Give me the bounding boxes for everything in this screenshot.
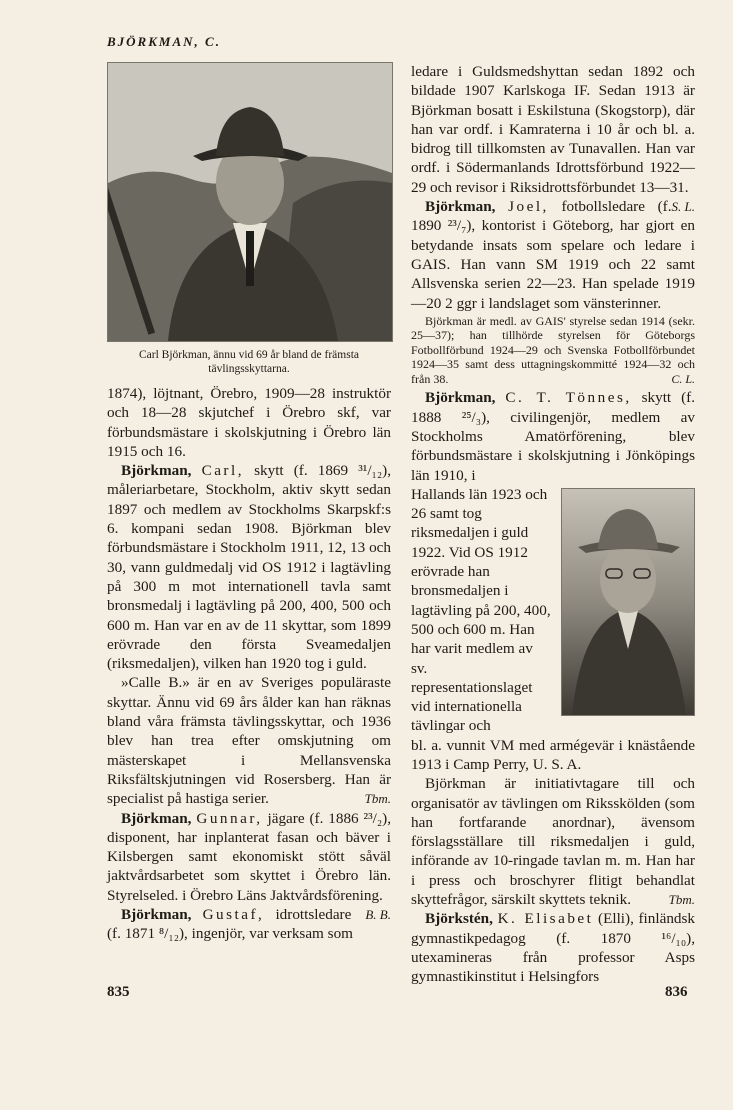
page-number-left: 835 bbox=[107, 984, 130, 1000]
entry-gustaf-firstname: Gustaf, bbox=[202, 906, 265, 924]
entry-elisabet bbox=[411, 909, 695, 986]
entry-tonnes bbox=[411, 388, 695, 484]
entry-gunnar-firstname: Gunnar, bbox=[196, 809, 263, 827]
tonnes-photo-wrap bbox=[411, 485, 695, 736]
entry-joel-firstname: Joel, bbox=[508, 198, 549, 216]
entry-tonnes-after: bl. a. vunnit VM med armégevär i knästående 1913 i Camp Perry, U. S. A. bbox=[411, 736, 695, 773]
signature: Tbm. bbox=[364, 791, 391, 807]
signature: B. B. bbox=[365, 907, 391, 923]
entry-gustaf-text: idrottsledare (f. 1871 ⁸/₁₂), ingenjör, var verksam som bbox=[107, 906, 353, 943]
right-column bbox=[411, 62, 695, 987]
signature: Tbm. bbox=[668, 892, 695, 908]
signature: C. L. bbox=[671, 371, 695, 386]
entry-carl-para2 bbox=[107, 673, 391, 808]
entry-gunnar-surname: Björkman, bbox=[121, 809, 192, 827]
signature: S. L. bbox=[671, 199, 695, 215]
entry-joel-surname: Björkman, bbox=[425, 198, 496, 216]
entry-gustaf-surname: Björkman, bbox=[121, 906, 192, 924]
entry-joel bbox=[411, 197, 695, 313]
entry-elisabet-surname: Björkstén, bbox=[425, 910, 493, 928]
entry-carl-surname: Björkman, bbox=[121, 462, 192, 480]
entry-joel-small bbox=[411, 314, 695, 387]
entry-tonnes-text2: Björkman är initiativtagare till och organisatör av tävlingen om Riksskölden (som han fortfarande anordnar), ävensom förslagsställare till riksmedaljen i guld, införande av 10-ringade tavlan m. m. Han har i press och broschyrer flitigt behandlat skyttefrågor, särskilt skyttets teknik. bbox=[411, 775, 695, 909]
left-column bbox=[107, 62, 391, 944]
entry-tonnes-wrap-text: Hallands län 1923 och 26 samt tog riksmedaljen i guld 1922. Vid OS 1912 erövrade han bronsmedaljen i lagtävling på 200, 400, 500 och 600 m. Han har varit medlem av sv. representationslaget vid internationella tävlingar och bbox=[411, 485, 551, 735]
entry-tonnes-wrap bbox=[411, 485, 551, 736]
entry-tonnes-text: skytt (f. 1888 ²⁵/₃), civilingenjör, medlem av Stockholms Amatörförening, blev förbundsmästare i skolskjutning i Jönköpings län 1910, i bbox=[411, 389, 695, 484]
portrait-photo-tonnes bbox=[561, 488, 695, 716]
entry-gunnar-text: jägare (f. 1886 ²³/₂), disponent, har inplanterat fasan och bäver i Kilsbergen samt ekonomiskt stött såväl jaktvårdsarbetet som skyttet i Örebro län. Styrelseled. i Örebro Läns Jaktvårdsförening. bbox=[107, 809, 392, 904]
page-number-right: 836 bbox=[665, 984, 688, 1000]
entry-tonnes-firstname: C. T. Tönnes, bbox=[505, 389, 632, 407]
entry-carl bbox=[107, 461, 391, 673]
entry-gustaf bbox=[107, 905, 391, 944]
entry-carl-text2: »Calle B.» är en av Sveriges populäraste skyttar. Ännu vid 69 års ålder kan han räknas bland våra främsta tävlingsskyttar, och 1936 blev han trea efter omskjutning om mästerskapet i Mellansvenska Riksfältskjutningen vid Rosersberg. Han är specialist på hastiga serier. bbox=[107, 674, 391, 808]
running-head: BJÖRKMAN, C. bbox=[107, 34, 221, 49]
portrait-photo-carl bbox=[107, 62, 393, 342]
photo-caption-carl: Carl Björkman, ännu vid 69 år bland de främsta tävlingsskyttarna. bbox=[138, 349, 360, 375]
entry-tonnes-surname: Björkman, bbox=[425, 389, 496, 407]
entry-elisabet-firstname: K. Elisabet bbox=[497, 910, 594, 928]
entry-carl-text: skytt (f. 1869 ³¹/₁₂), måleriarbetare, Stockholm, aktiv skytt sedan 1897 och medlem av Stockholms Skarpskf:s 6. kompani sedan 1908. Björkman blev förbundsmästare i Stockholm 1911, 12, 13 och 30, vann guldmedalj vid OS 1912 i lagtävling på 300 m mot internationell tavla samt bronsmedalj i lagtävling på 200, 400, 500 och 600 m. Han var en av de 11 skyttar, som 1899 erövrade den första Sveamedaljen (riksmedaljen), vilken han 1920 tog i guld. bbox=[107, 462, 391, 673]
entry-tonnes-para2 bbox=[411, 774, 695, 909]
entry-gustaf-cont-text: ledare i Guldsmedshyttan sedan 1892 och bildade 1907 Karlskoga IF. Sedan 1913 är Björkman bosatt i Eskilstuna (Skogstorp), där han var ordf. i Kamraterna i 10 år och bl. a. bidrog till tillkomsten av Tunavallen. Han var ordf. i Södermanlands Idrottsförbund 1922—29 och revisor i Riksidrottsförbundet 13—31. bbox=[411, 63, 695, 196]
entry-cont-paragraph: 1874), löjtnant, Örebro, 1909—28 instruktör och 18—28 skjutchef i Örebro skf, var förbundsmästare i skolskjutning i Örebro län 1915 och 16. bbox=[107, 385, 391, 460]
entry-joel-small-text: Björkman är medl. av GAIS' styrelse sedan 1914 (sekr. 25—37); han tillhörde styrelsen för Göteborgs Fotbollförbund 1924—29 och Svenska Fotbollförbundet 1924—35 samt dess uttagningskommitté 1924—32 och från 38. bbox=[411, 313, 695, 386]
entry-joel-text: fotbollsledare (f. 1890 ²³/₇), kontorist i Göteborg, har gjort en betydande insats som spelare och ledare i GAIS. Han vann SM 1919 och 22 samt Allsvenska serien 22—23. Han spelade 1919—20 2 ggr i landslaget som vänsterinner. bbox=[411, 198, 695, 312]
entry-elisabet-text: (Elli), finländsk gymnastikpedagog (f. 1870 ¹⁶/₁₀), utexamineras från professor Asps gymnastikinstitut i Helsingfors bbox=[411, 910, 696, 986]
entry-carl-firstname: Carl, bbox=[201, 462, 245, 480]
